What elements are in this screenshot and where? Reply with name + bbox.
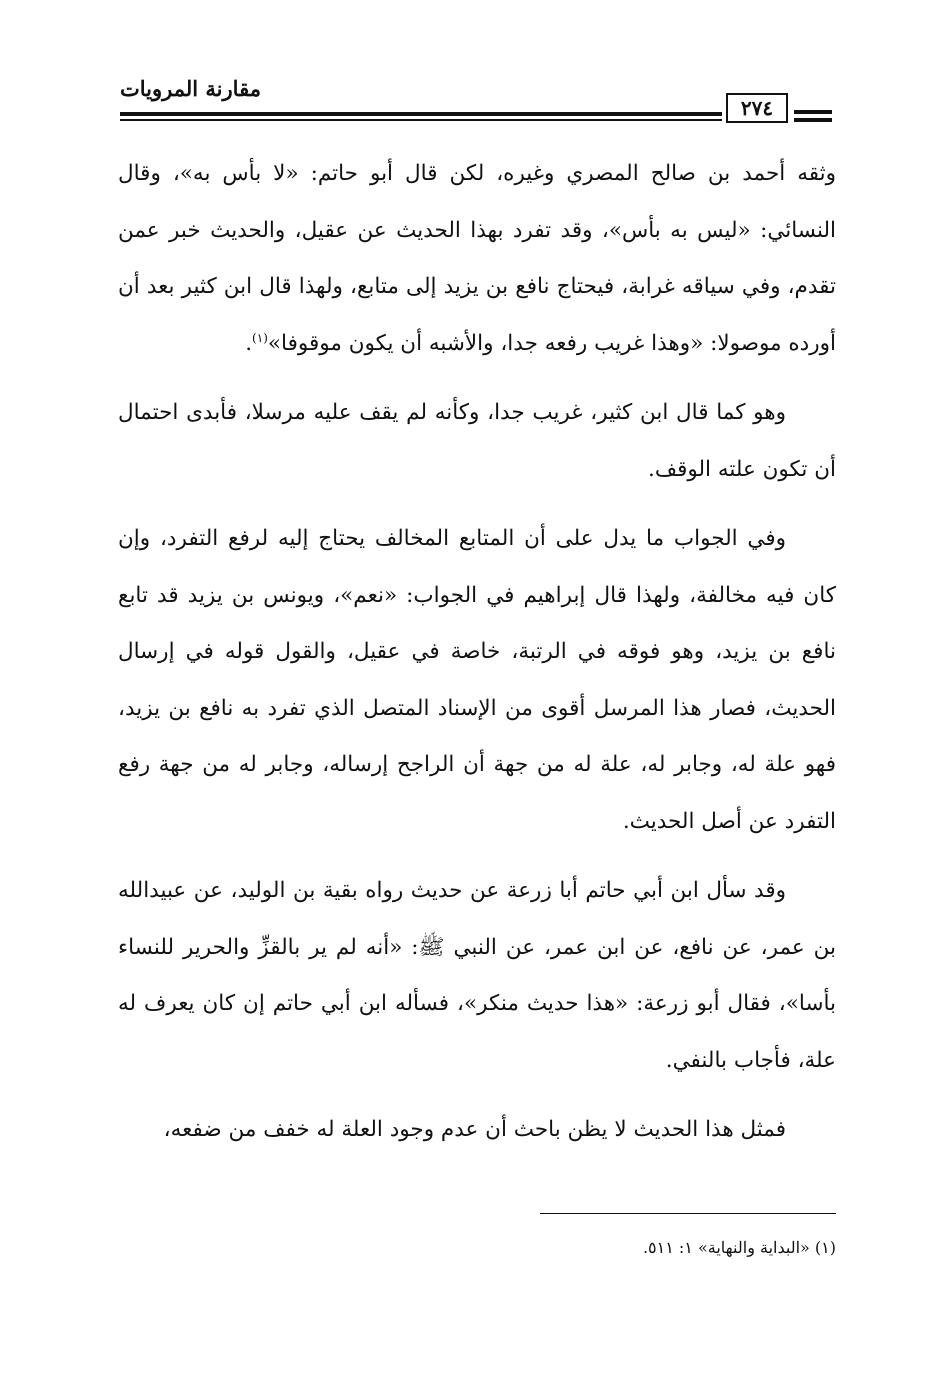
page-number-ornament-rule [794,118,832,122]
header-rule-thin [120,119,722,121]
paragraph-4: وقد سأل ابن أبي حاتم أبا زرعة عن حديث رواه بقية بن الوليد، عن عبيدالله بن عمر، عن نافع، عن ابن عمر، عن النبي ﷺ: «أنه لم ير بالقزِّ والحرير للنساء بأسا»، فقال أبو زرعة: «هذا حديث منكر»، فسأله ابن أبي حاتم إن كان يعرف له علة، فأجاب بالنفي. [118,878,836,1073]
footnote-separator [540,1213,836,1214]
paragraph-1 [118,146,836,372]
page-number: ٢٧٤ [726,93,788,123]
header-rule-thick [120,112,722,116]
paragraph-3: وفي الجواب ما يدل على أن المتابع المخالف يحتاج إليه لرفع التفرد، وإن كان فيه مخالفة، ولهذا قال إبراهيم في الجواب: «نعم»، ويونس بن يزيد قد تابع نافع بن يزيد، وهو فوقه في الرتبة، خاصة في عقيل، والقول قوله في إرسال الحديث، فصار هذا المرسل أقوى من الإسناد المتصل الذي تفرد به نافع بن يزيد، فهو علة له، وجابر له، علة له من جهة أن الراجح إرساله، وجابر له من جهة رفع التفرد عن أصل الحديث. [118,526,836,834]
page-number-ornament-rule [794,110,832,114]
footnote-text: (١) «البداية والنهاية» ١: ٥١١. [642,1238,836,1257]
footnote-reference[interactable]: (١) [252,330,268,345]
running-header-title: مقارنة المرويات [120,76,261,101]
paragraph-2: وهو كما قال ابن كثير، غريب جدا، وكأنه لم يقف عليه مرسلا، فأبدى احتمال أن تكون علته الوقف. [118,400,836,482]
paragraph-5: فمثل هذا الحديث لا يظن باحث أن عدم وجود العلة له خفف من ضفعه، [163,1117,786,1142]
main-text [118,146,836,1172]
paragraph-1-text: وثقه أحمد بن صالح المصري وغيره، لكن قال أبو حاتم: «لا بأس به»، وقال النسائي: «ليس به بأس»، وقد تفرد بهذا الحديث عن عقيل، والحديث خبر عمن تقدم، وفي سياقه غرابة، فيحتاج نافع بن يزيد إلى متابع، ولهذا قال ابن كثير بعد أن أورده موصولا: «وهذا غريب رفعه جدا، والأشبه أن يكون موقوفا» [118,161,836,356]
paragraph-1-end: . [245,330,253,356]
